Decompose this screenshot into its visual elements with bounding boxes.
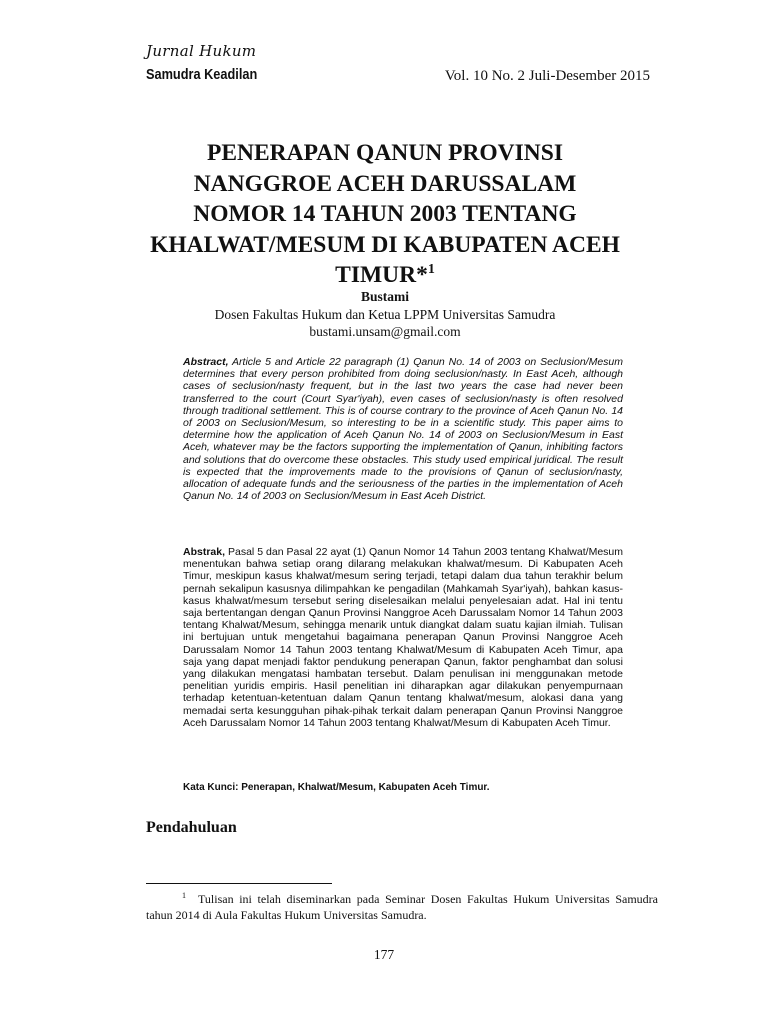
issue-info: Vol. 10 No. 2 Juli-Desember 2015 [444, 68, 650, 84]
article-title [150, 138, 620, 291]
abstract-english [183, 356, 623, 502]
abstract-indonesian [183, 546, 623, 729]
journal-script-title: Jurnal Hukum [146, 42, 257, 60]
footnote [146, 891, 658, 923]
title-footnote-marker: 1 [427, 262, 435, 277]
abstract-indonesian-lead: Abstrak, [183, 546, 226, 558]
author-name: Bustami [360, 289, 409, 304]
author-affiliation: Dosen Fakultas Hukum dan Ketua LPPM Universitas Samudra [214, 306, 556, 322]
keywords: Kata Kunci: Penerapan, Khalwat/Mesum, Kabupaten Aceh Timur. [183, 781, 490, 793]
author-block [150, 288, 620, 341]
abstract-indonesian-text: Pasal 5 dan Pasal 22 ayat (1) Qanun Nomor 14 Tahun 2003 tentang Khalwat/Mesum menentukan bahwa setiap orang dilarang melakukan khalwat/mesum. Di Kabupaten Aceh Timur, meskipun kasus khalwat/mesum sering terjadi, tetapi dalam dua tahun terakhir belum pernah sekalipun kasusnya dilimpahkan ke pengadilan (Mahkamah Syar'iyah), bahkan kasus-kasus khalwat/mesum tersebut sering diselesaikan melalui penyelesaian adat. Hal ini tentu saja bertentangan dengan Qanun Provinsi Nanggroe Aceh Darussalam Nomor 14 Tahun 2003 tentang Khalwat/Mesum, sehingga menarik untuk diangkat dalam suatu kajian ilmiah. Tulisan ini bertujuan untuk mengetahui bagaimana penerapan Qanun Provinsi Nanggroe Aceh Darussalam Nomor 14 Tahun 2003 tentang Khalwat/Mesum di Kabupaten Aceh Timur, apa saja yang dapat menjadi faktor pendukung penerapan Qanun, faktor penghambat dan solusi yang dilakukan mengatasi hambatan tersebut. Dalam penulisan ini menggunakan metode penelitian yuridis empiris. Hasil penelitian ini diharapkan agar dilakukan penyempurnaan terhadap ketentuan-ketentuan dalam Qanun tentang khalwat/mesum, alokasi dana yang memadai serta kesungguhan pihak-pihak terkait dalam penerapan Qanun Provinsi Nanggroe Aceh Darussalam Nomor 14 Tahun 2003 tentang Khalwat/Mesum di Kabupaten Aceh Timur. [183, 546, 623, 729]
abstract-english-text: Article 5 and Article 22 paragraph (1) Qanun No. 14 of 2003 on Seclusion/Mesum determines that every person prohibited from doing seclusion/nasty. In East Aceh, although cases of seclusion/nasty frequent, but in the last two years the case had never been transferred to the court (Court Syar'iyah), even cases of seclusion/nasty is often resolved through traditional settlement. This is of course contrary to the province of Aceh Qanun No. 14 of 2003 on Seclusion/Mesum, so interesting to be in a scientific study. This paper aims to determine how the application of Aceh Qanun No. 14 of 2003 on Seclusion/Mesum in East Aceh, whatever may be the factors supporting the implementation of Qanun, inhibiting factors and solutions that do overcome these obstacles. This study used empirical juridical. The result is expected that the improvements made to the provisions of Qanun of seclusion/nasty, allocation of adequate funds and the seriousness of the parties in the implementation of Aceh Qanun No. 14 of 2003 on Seclusion/Mesum in East Aceh District. [183, 356, 623, 503]
article-title-text: PENERAPAN QANUN PROVINSI NANGGROE ACEH DARUSSALAM NOMOR 14 TAHUN 2003 TENTANG KHALWAT/MESUM DI KABUPATEN ACEH TIMUR* [150, 140, 620, 288]
journal-name: Samudra Keadilan [146, 66, 258, 83]
section-heading: Pendahuluan [146, 819, 237, 836]
page-number: 177 [373, 947, 395, 962]
footnote-marker: 1 [182, 891, 186, 900]
footnote-text: Tulisan ini telah diseminarkan pada Seminar Dosen Fakultas Hukum Universitas Samudra tahun 2014 di Aula Fakultas Hukum Universitas Samudra. [146, 892, 658, 922]
abstract-english-lead: Abstract, [183, 356, 229, 368]
author-email: bustami.unsam@gmail.com [309, 324, 461, 339]
footnote-divider [146, 883, 332, 884]
